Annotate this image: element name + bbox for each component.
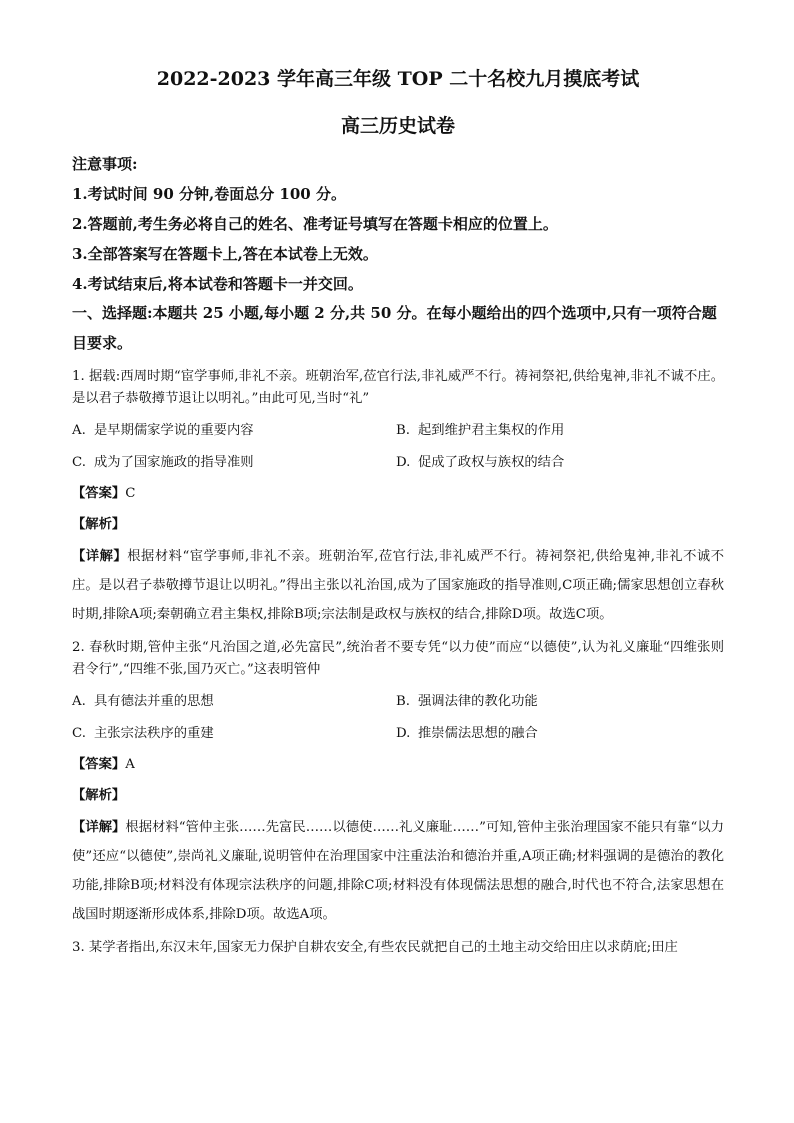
- detail-paragraph: [72, 813, 724, 929]
- answer-value: C: [125, 486, 136, 501]
- exam-page: [72, 66, 724, 959]
- notice-heading: 注意事项:: [72, 155, 138, 173]
- detail-text: 根据材料“管仲主张……先富民……以德使……礼义廉耻……”可知,管仲主张治理国家不能只有靠“以力使”还应“以德使”,崇尚礼义廉耻,说明管仲在治理国家中注重法治和德治并重,A项正确;材料强调的是德治的教化功能,排除B项;材料没有体现宗法秩序的问题,排除C项;材料没有体现儒法思想的融合,时代也不符合,法家思想在战国时期逐渐形成体系,排除D项。故选A项。: [72, 820, 724, 922]
- question-options: [72, 691, 724, 745]
- option-d: [396, 452, 724, 474]
- notice-item: 1.考试时间 90 分钟,卷面总分 100 分。: [72, 185, 346, 203]
- detail-label: 【详解】: [72, 820, 126, 835]
- option-c: [72, 452, 396, 474]
- answer-value: A: [125, 757, 135, 772]
- option-letter: A.: [72, 694, 86, 709]
- option-letter: B.: [396, 694, 410, 709]
- analysis-line: [72, 785, 724, 807]
- option-letter: D.: [396, 455, 411, 470]
- option-c: [72, 723, 396, 745]
- option-a: [72, 691, 396, 713]
- question-stem: 1. 据载:西周时期“宦学事师,非礼不亲。班朝治军,莅官行法,非礼威严不行。祷祠祭祀,供给鬼神,非礼不诚不庄。是以君子恭敬撙节退让以明礼。”由此可见,当时“礼”: [72, 369, 724, 406]
- option-b: [396, 691, 724, 713]
- option-letter: C.: [72, 455, 86, 470]
- answer-label: 【答案】: [72, 757, 126, 772]
- question-stem: 2. 春秋时期,管仲主张“凡治国之道,必先富民”,统治者不要专凭“以力使”而应“以德使”,认为礼义廉耻“四维张则君令行”,“四维不张,国乃灭亡。”这表明管仲: [72, 640, 724, 677]
- option-text: 是早期儒家学说的重要内容: [94, 423, 254, 438]
- notice-item: 2.答题前,考生务必将自己的姓名、准考证号填写在答题卡相应的位置上。: [72, 215, 558, 233]
- option-text: 具有德法并重的思想: [94, 694, 214, 709]
- question-options: [72, 420, 724, 474]
- section-heading: 一、选择题:本题共 25 小题,每小题 2 分,共 50 分。在每小题给出的四个选项中,只有一项符合题目要求。: [72, 304, 717, 352]
- option-text: 起到维护君主集权的作用: [418, 423, 565, 438]
- exam-title: 2022-2023 学年高三年级 TOP 二十名校九月摸底考试: [156, 68, 640, 90]
- option-text: 成为了国家施政的指导准则: [94, 455, 254, 470]
- option-text: 主张宗法秩序的重建: [94, 726, 214, 741]
- answer-line: [72, 754, 724, 776]
- option-text: 推崇儒法思想的融合: [418, 726, 538, 741]
- option-a: [72, 420, 396, 442]
- option-b: [396, 420, 724, 442]
- detail-label: 【详解】: [72, 549, 128, 564]
- notice-item: 4.考试结束后,将本试卷和答题卡一并交回。: [72, 275, 363, 293]
- option-text: 促成了政权与族权的结合: [418, 455, 565, 470]
- analysis-label: 【解析】: [72, 788, 126, 803]
- analysis-label: 【解析】: [72, 517, 126, 532]
- analysis-line: [72, 514, 724, 536]
- option-letter: B.: [396, 423, 410, 438]
- detail-text: 根据材料“宦学事师,非礼不亲。班朝治军,莅官行法,非礼威严不行。祷祠祭祀,供给鬼神,非礼不诚不庄。是以君子恭敬撙节退让以明礼。”得出主张以礼治国,成为了国家施政的指导准则,C项正确;儒家思想创立春秋时期,排除A项;秦朝确立君主集权,排除B项;宗法制是政权与族权的结合,排除D项。故选C项。: [72, 549, 724, 622]
- option-letter: D.: [396, 726, 411, 741]
- question-stem: 3. 某学者指出,东汉末年,国家无力保护自耕农安全,有些农民就把自己的土地主动交给田庄以求荫庇;田庄: [72, 940, 678, 955]
- option-text: 强调法律的教化功能: [418, 694, 538, 709]
- option-d: [396, 723, 724, 745]
- exam-subtitle: 高三历史试卷: [340, 115, 455, 137]
- answer-line: [72, 483, 724, 505]
- option-letter: A.: [72, 423, 86, 438]
- notice-item: 3.全部答案写在答题卡上,答在本试卷上无效。: [72, 245, 378, 263]
- detail-paragraph: [72, 542, 724, 629]
- answer-label: 【答案】: [72, 486, 126, 501]
- option-letter: C.: [72, 726, 86, 741]
